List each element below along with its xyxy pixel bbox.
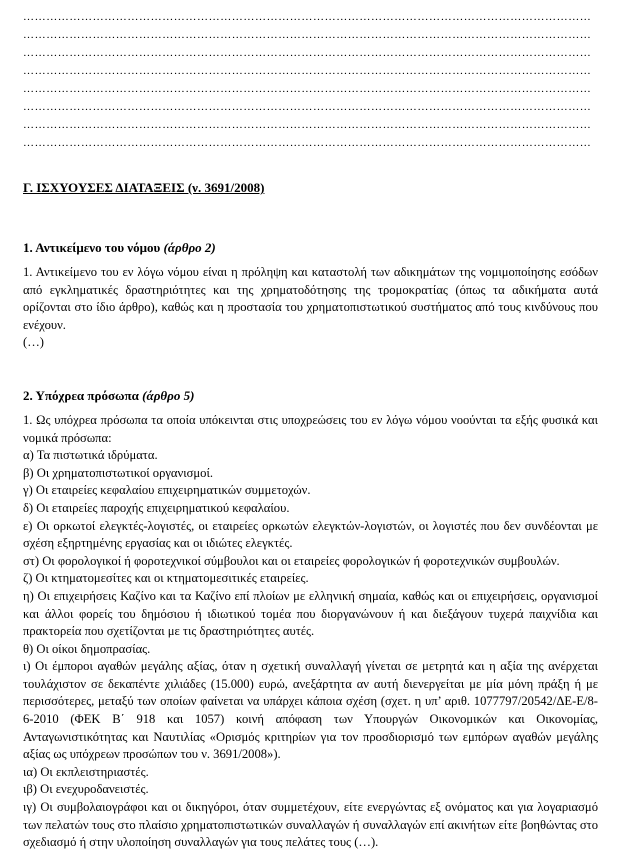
document-page xyxy=(23,0,598,852)
list-item: δ) Οι εταιρείες παροχής επιχειρηματικού κεφαλαίου. xyxy=(23,500,290,515)
dotted-line: ………………………………………………………………………………………………………………………………… xyxy=(23,11,592,23)
list-item: ε) Οι ορκωτοί ελεγκτές-λογιστές, οι εταιρείες ορκωτών ελεγκτών-λογιστών, οι λογιστές που δεν συνδέονται με σχέση εξηρτημένης εργασίας και οι ιδιώτες ελεγκτές. xyxy=(23,518,598,551)
dotted-line: ………………………………………………………………………………………………………………………………… xyxy=(23,119,592,131)
section-1-title xyxy=(23,240,598,256)
list-item: β) Οι χρηματοπιστωτικοί οργανισμοί. xyxy=(23,465,213,480)
list-item: ιγ) Οι συμβολαιογράφοι και οι δικηγόροι, όταν συμμετέχουν, είτε ενεργώντας εξ ονόματος και για λογαριασμό των πελατών τους στο πλαίσιο χρηματοπιστωτικών συναλλαγών ή συναλλαγών επί ακινήτων είτε βοηθώντας στο σχεδιασμό ή στην υλοποίηση συναλλαγών για τους πελάτες τους (…). xyxy=(23,800,598,850)
section-1-ellipsis: (…) xyxy=(23,335,44,350)
section-2-title xyxy=(23,388,598,404)
dotted-line: ………………………………………………………………………………………………………………………………… xyxy=(23,101,592,113)
dotted-line: ………………………………………………………………………………………………………………………………… xyxy=(23,29,592,41)
list-item: θ) Οι οίκοι δημοπρασίας. xyxy=(23,641,151,656)
list-item: ζ) Οι κτηματομεσίτες και οι κτηματομεσιτικές εταιρείες. xyxy=(23,571,309,586)
section-2-intro: 1. Ως υπόχρεα πρόσωπα τα οποία υπόκεινται στις υποχρεώσεις του εν λόγω νόμου νοούνται τα εξής φυσικά και νομικά πρόσωπα: xyxy=(23,412,598,445)
section-2-title-article: (άρθρο 5) xyxy=(142,387,195,403)
dotted-line: ………………………………………………………………………………………………………………………………… xyxy=(23,83,592,95)
main-heading: Γ. ΙΣΧΥΟΥΣΕΣ ΔΙΑΤΑΞΕΙΣ (ν. 3691/2008) xyxy=(23,180,265,195)
list-item: ι) Οι έμποροι αγαθών μεγάλης αξίας, όταν η σχετική συναλλαγή γίνεται σε μετρητά και η αξία της ανέρχεται τουλάχιστον σε δεκαπέντε χιλιάδες (15.000) ευρώ, ανεξάρτητα αν αυτή διενεργείται με μία μόνη πράξη ή με περισσότερες, μεταξύ των οποίων φαίνεται να υπάρχει κάποια σχέση (σχετ. η υπ’ αριθ. 1077797/20542/ΔΕ-Ε/8-6-2010 (ΦΕΚ Β΄ 918 και 1057) κοινή απόφαση των Υπουργών Οικονομικών και Οικονομίας, Ανταγωνιστικότητας και Ναυτιλίας «Ορισμός κριτηρίων για τον προσδιορισμό των εμπόρων αγαθών μεγάλης αξίας ως υπόχρεων προσώπων του ν. 3691/2008»). xyxy=(23,659,598,762)
list-item: ιβ) Οι ενεχυροδανειστές. xyxy=(23,782,149,797)
section-1-paragraph: 1. Αντικείμενο του εν λόγω νόμου είναι η πρόληψη και καταστολή των αδικημάτων της νομιμοποίησης εσόδων από εγκληματικές δραστηριότητες και της χρηματοδότησης της τρομοκρατίας (όπως τα αδικήματα αυτά ορίζονται στο ίδιο άρθρο), καθώς και η προστασία του χρηματοπιστωτικού συστήματος από τους κινδύνους που ενέχουν. xyxy=(23,265,598,332)
list-item: ια) Οι εκπλειστηριαστές. xyxy=(23,764,149,779)
dotted-line: ………………………………………………………………………………………………………………………………… xyxy=(23,137,592,149)
dotted-line: ………………………………………………………………………………………………………………………………… xyxy=(23,65,592,77)
list-item: στ) Οι φορολογικοί ή φοροτεχνικοί σύμβουλοι και οι εταιρείες φορολογικών ή φοροτεχνικών συμβουλών. xyxy=(23,553,560,568)
list-item: γ) Οι εταιρείες κεφαλαίου επιχειρηματικών συμμετοχών. xyxy=(23,483,311,498)
dotted-lines xyxy=(23,0,598,152)
dotted-line: ………………………………………………………………………………………………………………………………… xyxy=(23,47,592,59)
list-item: η) Οι επιχειρήσεις Καζίνο και τα Καζίνο επί πλοίων με ελληνική σημαία, καθώς και οι επιχειρήσεις, οργανισμοί και άλλοι φορείς του δημόσιου ή ιδιωτικού τομέα που διοργανώνουν ή και διεξάγουν τυχερά παιχνίδια και πρακτορεία που σχετίζονται με τις δραστηριότητες αυτές. xyxy=(23,588,598,639)
section-1-title-article: (άρθρο 2) xyxy=(163,240,216,255)
list-item: α) Τα πιστωτικά ιδρύματα. xyxy=(23,448,158,463)
section-2-title-text: 2. Υπόχρεα πρόσωπα xyxy=(23,387,139,403)
section-1-title-text: 1. Αντικείμενο του νόμου xyxy=(23,240,161,255)
